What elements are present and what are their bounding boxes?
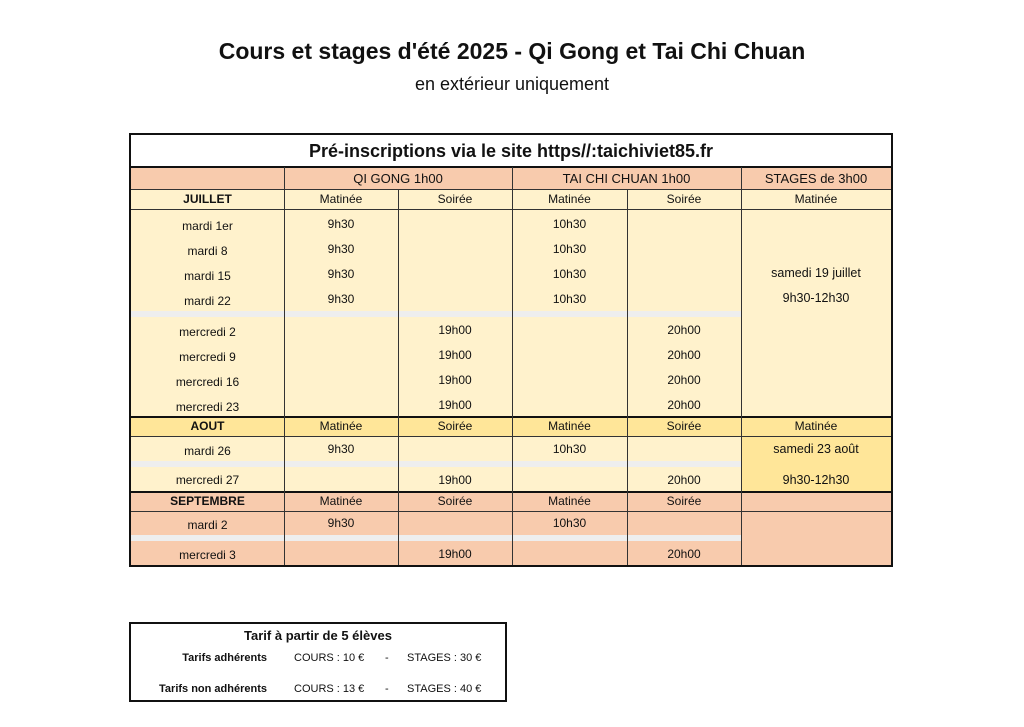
qigong-soiree-header: Soirée: [437, 494, 473, 508]
taichi-time: 20h00: [667, 323, 701, 337]
qigong-matinee-header: Matinée: [319, 192, 363, 206]
stage-time-aout: 9h30-12h30: [782, 473, 850, 487]
juillet-separator: [131, 311, 741, 317]
taichi-time: 20h00: [667, 473, 701, 487]
taichi-matinee-header: Matinée: [548, 419, 591, 433]
page-subtitle: en extérieur uniquement: [414, 74, 610, 94]
taichi-soiree-header: Soirée: [666, 192, 702, 206]
day-label: mercredi 3: [179, 548, 236, 562]
qigong-time: 19h00: [438, 323, 472, 337]
tarif-box: [129, 622, 507, 702]
qigong-time: 9h30: [327, 267, 355, 281]
septembre-separator: [131, 535, 741, 541]
day-label: mardi 1er: [182, 219, 233, 233]
aout-separator: [131, 461, 741, 467]
day-label: mardi 22: [184, 294, 231, 308]
qigong-time: 19h00: [438, 398, 472, 412]
qigong-time: 9h30: [327, 217, 355, 231]
tarif-title: Tarif à partir de 5 élèves: [244, 628, 392, 643]
qigong-time: 9h30: [327, 292, 355, 306]
qigong-matinee-header: Matinée: [319, 419, 363, 433]
registration-header: Pré-inscriptions via le site https//:taichiviet85.fr: [308, 140, 714, 161]
taichi-matinee-header: Matinée: [548, 192, 591, 206]
day-label: mardi 15: [184, 269, 231, 283]
qigong-soiree-header: Soirée: [437, 192, 473, 206]
day-label: mardi 26: [184, 444, 231, 458]
tarif-label-adherents: Tarifs adhérents: [182, 652, 267, 664]
day-label: mercredi 2: [179, 325, 236, 339]
taichi-time: 20h00: [667, 398, 701, 412]
month-label-aout: AOUT: [190, 419, 225, 433]
day-label: mardi 2: [187, 518, 228, 532]
day-label: mercredi 16: [175, 375, 240, 389]
taichi-time: 10h30: [552, 217, 587, 231]
tarif-cours-adherents: COURS : 10 €: [294, 652, 365, 664]
taichi-soiree-header: Soirée: [666, 419, 702, 433]
month-label-juillet: JUILLET: [183, 192, 232, 206]
taichi-column-header: TAI CHI CHUAN 1h00: [562, 170, 691, 186]
taichi-time: 10h30: [552, 442, 587, 456]
tarif-cours-non-adherents: COURS : 13 €: [294, 683, 365, 695]
tarif-sep: -: [385, 652, 389, 664]
taichi-time: 10h30: [552, 242, 587, 256]
taichi-time: 10h30: [552, 516, 587, 530]
taichi-time: 20h00: [667, 348, 701, 362]
qigong-time: 19h00: [438, 373, 472, 387]
month-label-septembre: SEPTEMBRE: [170, 494, 245, 508]
taichi-time: 20h00: [667, 373, 701, 387]
stages-matinee-header: Matinée: [794, 192, 838, 206]
stage-date-aout: samedi 23 août: [773, 442, 859, 456]
qigong-time: 9h30: [327, 516, 355, 530]
tarif-label-non-adherents: Tarifs non adhérents: [159, 683, 267, 695]
taichi-time: 10h30: [552, 267, 587, 281]
qigong-soiree-header: Soirée: [437, 419, 473, 433]
tarif-stages-non-adherents: STAGES : 40 €: [407, 683, 482, 695]
day-label: mardi 8: [187, 244, 228, 258]
qigong-time: 9h30: [327, 442, 355, 456]
qigong-time: 19h00: [438, 547, 472, 561]
stage-time-juillet: 9h30-12h30: [782, 291, 850, 305]
day-label: mercredi 9: [179, 350, 236, 364]
day-label: mercredi 23: [175, 400, 240, 414]
tarif-sep: -: [385, 683, 389, 695]
day-label: mercredi 27: [175, 473, 240, 487]
taichi-soiree-header: Soirée: [666, 494, 702, 508]
page-title: Cours et stages d'été 2025 - Qi Gong et Tai Chi Chuan: [218, 38, 806, 64]
taichi-matinee-header: Matinée: [548, 494, 591, 508]
taichi-time: 10h30: [552, 292, 587, 306]
stage-date-juillet: samedi 19 juillet: [771, 266, 861, 280]
stages-matinee-header: Matinée: [794, 419, 838, 433]
qigong-time: 9h30: [327, 242, 355, 256]
stages-column-header: STAGES de 3h00: [764, 170, 868, 186]
qigong-matinee-header: Matinée: [319, 494, 363, 508]
qigong-column-header: QI GONG 1h00: [353, 170, 443, 186]
qigong-time: 19h00: [438, 473, 472, 487]
taichi-time: 20h00: [667, 547, 701, 561]
schedule-table: [129, 133, 893, 567]
tarif-stages-adherents: STAGES : 30 €: [407, 652, 482, 664]
qigong-time: 19h00: [438, 348, 472, 362]
